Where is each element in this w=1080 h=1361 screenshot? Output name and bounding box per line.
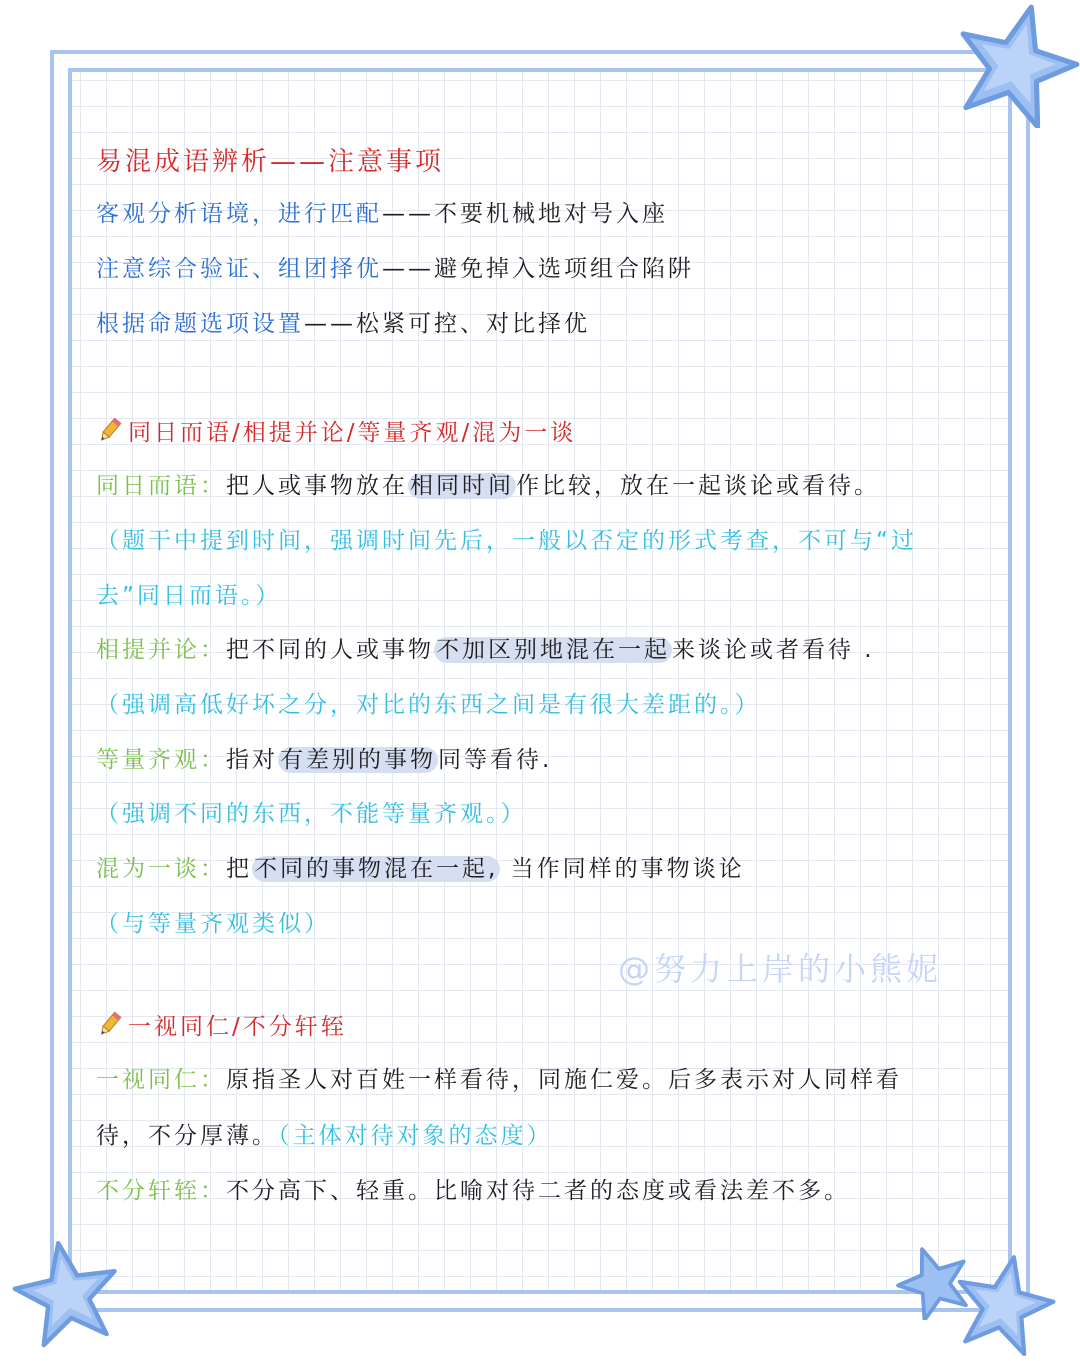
page-title: 易混成语辨析——注意事项 <box>96 147 445 177</box>
tip-line-3 <box>96 308 590 340</box>
entry-xiangtibinglun <box>96 634 875 666</box>
pencil-icon <box>96 416 124 444</box>
star-icon-bottom-right-large <box>952 1252 1056 1356</box>
entry-text: 指对 <box>226 747 278 773</box>
entry-text: 待，不分厚薄。 <box>96 1123 278 1149</box>
star-icon-top-right <box>952 0 1080 128</box>
pencil-icon <box>96 1010 124 1038</box>
entry-yishitongren <box>96 1064 902 1096</box>
entry-note: （强调不同的东西，不能等量齐观。） <box>96 801 527 827</box>
entry-tongriyu <box>96 470 880 502</box>
tip-lead: 根据命题选项设置 <box>96 311 304 337</box>
section2-heading-text: 一视同仁/不分轩轾 <box>128 1014 347 1040</box>
section2-heading <box>96 1010 347 1043</box>
entry-term: 不分轩轾： <box>96 1178 226 1204</box>
highlight-mark: 不加区别地混在一起 <box>436 637 670 663</box>
entry-yishitongren-cont <box>96 1120 553 1152</box>
entry-text: 把 <box>226 856 252 882</box>
entry-term: 一视同仁： <box>96 1067 226 1093</box>
entry-text: 作比较，放在一起谈论或看待。 <box>516 473 880 499</box>
tip-line-2 <box>96 253 694 285</box>
tip-lead: 客观分析语境，进行匹配 <box>96 201 382 227</box>
highlight-mark: 相同时间 <box>410 473 514 499</box>
entry-bufenxuanzhi <box>96 1175 850 1207</box>
entry-note: （主体对待对象的态度） <box>278 1123 553 1149</box>
entry-term: 等量齐观： <box>96 747 226 773</box>
entry-text: 来谈论或者看待 . <box>672 637 875 663</box>
entry-text: 把不同的人或事物 <box>226 637 434 663</box>
entry-term: 相提并论： <box>96 637 226 663</box>
section1-heading <box>96 416 576 449</box>
tip-rest: ——避免掉入选项组合陷阱 <box>382 256 694 282</box>
entry-text: 原指圣人对百姓一样看待，同施仁爱。后多表示对人同样看 <box>226 1067 902 1093</box>
entry-text: 把人或事物放在 <box>226 473 408 499</box>
watermark: @努力上岸的小熊妮 <box>618 950 943 988</box>
tip-line-1 <box>96 198 668 230</box>
entry-hunweiyitan <box>96 853 745 885</box>
highlight-mark: 不同的事物混在一起, <box>254 856 499 882</box>
entry-note: （与等量齐观类似） <box>96 911 330 937</box>
entry-note: （强调高低好坏之分，对比的东西之间是有很大差距的。） <box>96 692 761 718</box>
grid-paper <box>68 68 1012 1294</box>
highlight-mark: 有差别的事物 <box>280 747 436 773</box>
entry-term: 同日而语： <box>96 473 226 499</box>
entry-text: 当作同样的事物谈论 <box>500 856 745 882</box>
section1-heading-text: 同日而语/相提并论/等量齐观/混为一谈 <box>128 420 577 446</box>
entry-note: （题干中提到时间，强调时间先后，一般以否定的形式考查，不可与“过 <box>96 528 917 554</box>
star-icon-bottom-left <box>12 1238 122 1348</box>
entry-text: 同等看待. <box>438 747 553 773</box>
entry-note: 去”同日而语。） <box>96 583 282 609</box>
entry-dengliangqiguan <box>96 744 552 776</box>
tip-rest: ——不要机械地对号入座 <box>382 201 668 227</box>
entry-term: 混为一谈： <box>96 856 226 882</box>
tip-rest: ——松紧可控、对比择优 <box>304 311 590 337</box>
tip-lead: 注意综合验证、组团择优 <box>96 256 382 282</box>
entry-text: 不分高下、轻重。比喻对待二者的态度或看法差不多。 <box>226 1178 850 1204</box>
